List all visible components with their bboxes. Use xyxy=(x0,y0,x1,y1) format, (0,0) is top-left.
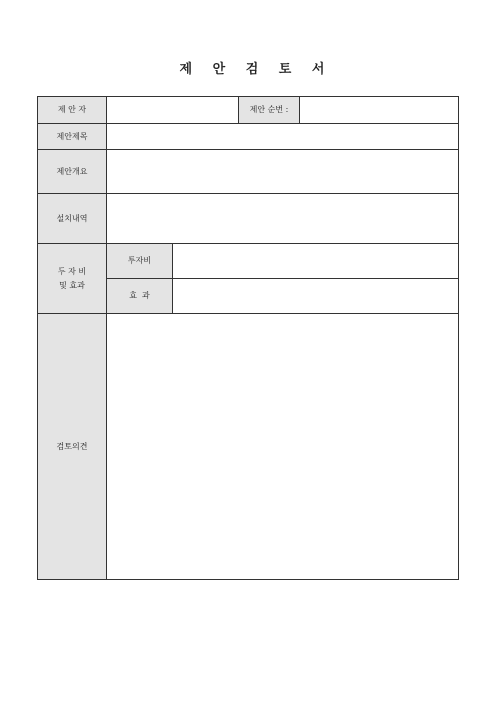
proposer-label: 제 안 자 xyxy=(38,97,107,124)
subject-field[interactable] xyxy=(107,124,459,150)
proposal-no-field[interactable] xyxy=(300,97,459,124)
investment-field[interactable] xyxy=(173,244,459,279)
summary-label: 제안개요 xyxy=(38,150,107,194)
effect-label: 효 과 xyxy=(107,279,173,314)
row-investment xyxy=(38,244,459,279)
review-field[interactable] xyxy=(107,314,459,580)
invest-effect-label-line2: 및 효과 xyxy=(59,280,85,290)
review-form-table xyxy=(37,96,459,580)
invest-effect-label-line1: 두 자 비 xyxy=(57,266,87,276)
proposer-field[interactable] xyxy=(107,97,239,124)
document-title: 제 안 검 토 서 xyxy=(179,62,333,77)
investment-label: 투자비 xyxy=(107,244,173,279)
effect-field[interactable] xyxy=(173,279,459,314)
row-summary xyxy=(38,150,459,194)
invest-effect-label xyxy=(38,244,107,314)
row-subject xyxy=(38,124,459,150)
review-label: 검토의견 xyxy=(38,314,107,580)
summary-field[interactable] xyxy=(107,150,459,194)
row-review xyxy=(38,314,459,580)
installation-label: 설치내역 xyxy=(38,194,107,244)
row-proposer xyxy=(38,97,459,124)
installation-field[interactable] xyxy=(107,194,459,244)
subject-label: 제안제목 xyxy=(38,124,107,150)
proposal-no-label: 제안 순번 : xyxy=(239,97,300,124)
row-installation xyxy=(38,194,459,244)
